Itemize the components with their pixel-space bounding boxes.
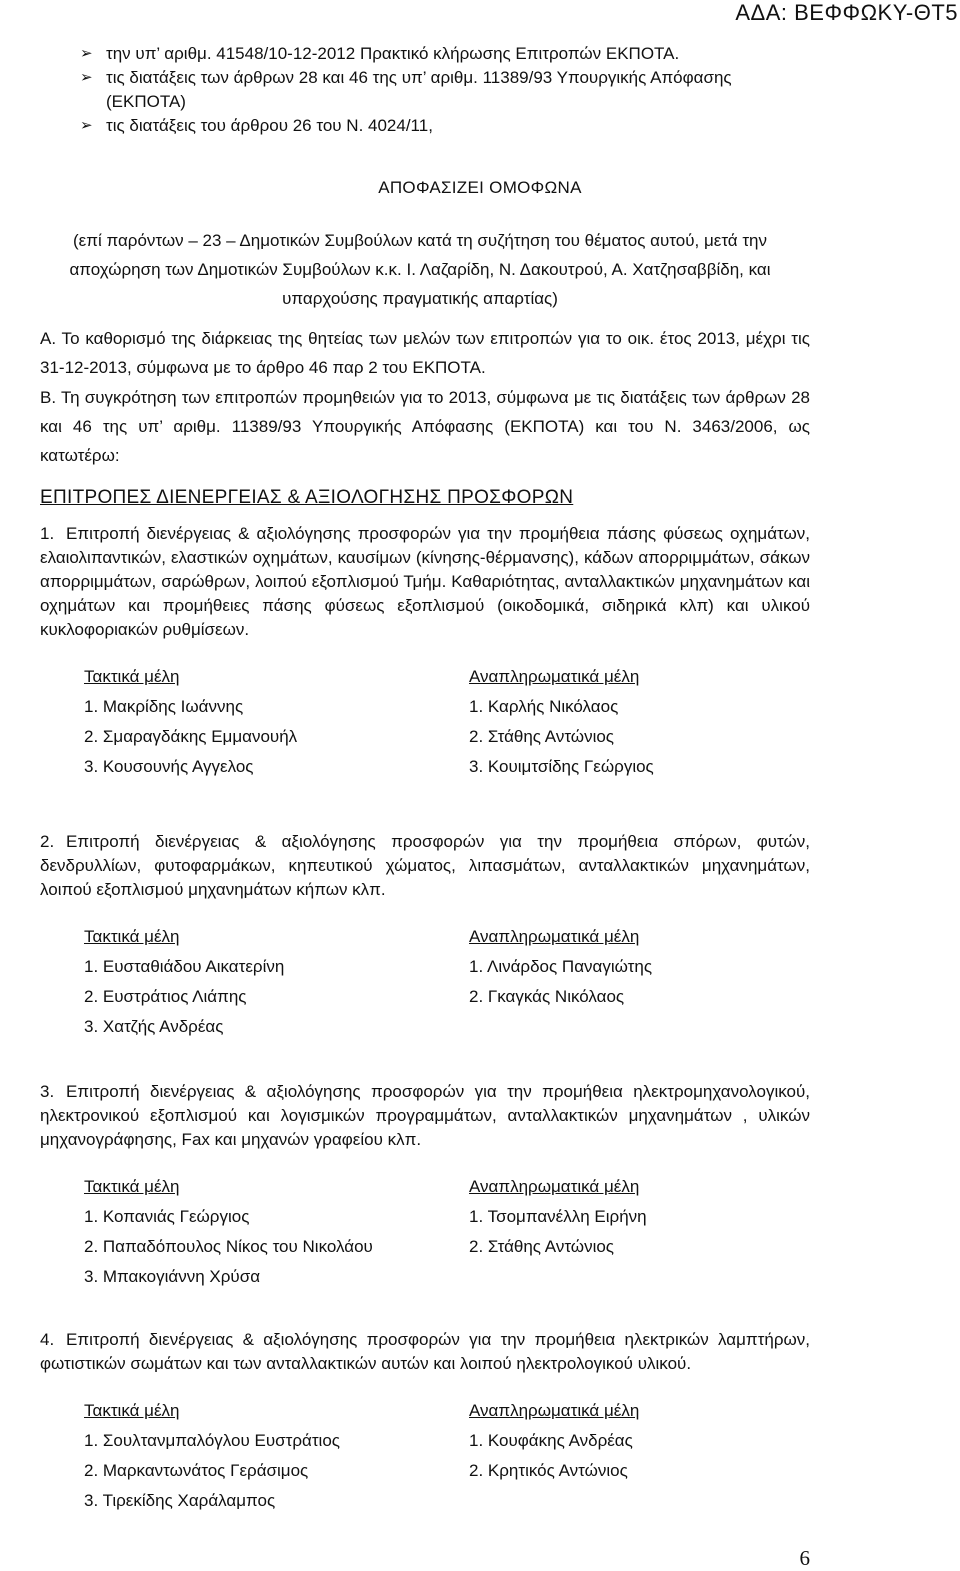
regular-member: 3. Τιρεκίδης Χαράλαμπος	[84, 1491, 276, 1510]
committee-number: 1.	[40, 524, 55, 543]
alternate-member: 2. Στάθης Αντώνιος	[469, 1237, 614, 1256]
member-row	[84, 692, 810, 722]
consideration-text: τις διατάξεις του άρθρου 26 του Ν. 4024/11,	[106, 116, 433, 135]
committee-number: 3.	[40, 1082, 55, 1101]
regular-member: 2. Σμαραγδάκης Εμμανουήλ	[84, 727, 298, 746]
alternate-members-label: Αναπληρωματικά μέλη	[469, 1177, 640, 1196]
member-row	[84, 1262, 810, 1292]
committee-text: Επιτροπή διενέργειας & αξιολόγησης προσφορών για την προμήθεια ηλεκτρικών λαμπτήρων, φωτιστικών σωμάτων και των ανταλλακτικών αυτών και λοιπού ηλεκτρολογικού υλικού.	[40, 1330, 810, 1373]
committee-2	[40, 830, 810, 1042]
committee-number: 2.	[40, 832, 55, 851]
presence-statement: (επί παρόντων – 23 – Δημοτικών Συμβούλων κατά τη συζήτηση του θέματος αυτού, μετά την αποχώρηση των Δημοτικών Συμβούλων κ.κ. Ι. Λαζαρίδη, Ν. Δακουτρού, Α. Χατζησαββίδη, και υπαρχούσης πραγματικής απαρτίας)	[69, 231, 771, 308]
decision-paragraph-b: Β. Τη συγκρότηση των επιτροπών προμηθειών για το 2013, σύμφωνα με τις διατάξεις των άρθρων 28 και 46 της υπ’ αριθμ. 11389/93 Υπουργικής Απόφασης (ΕΚΠΟΤΑ) και του Ν. 3463/2006, ως κατωτέρω:	[40, 388, 810, 465]
members-table	[84, 1396, 810, 1516]
regular-member: 2. Ευστράτιος Λιάπης	[84, 987, 247, 1006]
alternate-member: 1. Κουφάκης Ανδρέας	[469, 1431, 633, 1450]
consideration-item	[80, 66, 810, 114]
member-row	[84, 722, 810, 752]
committee-4	[40, 1328, 810, 1516]
committee-1	[40, 522, 810, 782]
regular-member: 3. Μπακογιάννη Χρύσα	[84, 1267, 261, 1286]
alternate-member: 3. Κουιμτσίδης Γεώργιος	[469, 757, 654, 776]
member-row	[84, 1232, 810, 1262]
regular-member: 2. Μαρκαντωνάτος Γεράσιμος	[84, 1461, 309, 1480]
ada-code: ΑΔΑ: ΒΕΦΦΩΚΥ-ΘΤ5	[735, 0, 958, 25]
committee-text: Επιτροπή διενέργειας & αξιολόγησης προσφορών για την προμήθεια σπόρων, φυτών, δενδρυλλίων, φυτοφαρμάκων, κηπευτικού χώματος, λιπασμάτων, ανταλλακτικών μηχανημάτων, λοιπού εξοπλισμού μηχανημάτων κήπων κλπ.	[40, 832, 810, 899]
regular-members-label: Τακτικά μέλη	[84, 927, 180, 946]
members-table	[84, 1172, 810, 1292]
members-table	[84, 662, 810, 782]
regular-member: 1. Μακρίδης Ιωάννης	[84, 697, 244, 716]
arrow-bullet-icon: ➢	[80, 69, 93, 86]
members-header-row	[84, 1172, 810, 1202]
committee-description	[40, 1328, 810, 1376]
consideration-item	[80, 114, 810, 138]
regular-member: 2. Παπαδόπουλος Νίκος του Νικολάου	[84, 1237, 373, 1256]
committee-description	[40, 522, 810, 642]
member-row	[84, 1486, 810, 1516]
alternate-member: 2. Γκαγκάς Νικόλαος	[469, 987, 625, 1006]
arrow-bullet-icon: ➢	[80, 45, 93, 62]
page-number: 6	[799, 1546, 810, 1570]
alternate-members-label: Αναπληρωματικά μέλη	[469, 927, 640, 946]
member-row	[84, 752, 810, 782]
members-header-row	[84, 662, 810, 692]
members-table	[84, 922, 810, 1042]
members-header-row	[84, 922, 810, 952]
alternate-member: 2. Κρητικός Αντώνιος	[469, 1461, 628, 1480]
decision-heading: ΑΠΟΦΑΣΙΖΕΙ ΟΜΟΦΩΝΑ	[378, 178, 582, 197]
regular-members-label: Τακτικά μέλη	[84, 1177, 180, 1196]
considerations-list	[80, 42, 810, 138]
regular-member: 1. Σουλτανμπαλόγλου Ευστράτιος	[84, 1431, 340, 1450]
member-row	[84, 1426, 810, 1456]
regular-member: 3. Κουσουνής Αγγελος	[84, 757, 254, 776]
decision-paragraph-a: Α. Το καθορισμό της διάρκειας της θητείας των μελών των επιτροπών για το οικ. έτος 2013, μέχρι τις 31-12-2013, σύμφωνα με το άρθρο 46 παρ 2 του ΕΚΠΟΤΑ.	[40, 329, 810, 377]
committee-text: Επιτροπή διενέργειας & αξιολόγησης προσφορών για την προμήθεια ηλεκτρομηχανολογικού, ηλεκτρονικού εξοπλισμού και λογισμικών προγραμμάτων, ανταλλακτικών μηχανημάτων , υλικών μηχανογράφησης, Fax και μηχανών γραφείου κλπ.	[40, 1082, 810, 1149]
regular-member: 3. Χατζής Ανδρέας	[84, 1017, 224, 1036]
alternate-member: 1. Καρλής Νικόλαος	[469, 697, 619, 716]
consideration-text: την υπ’ αριθμ. 41548/10-12-2012 Πρακτικό κλήρωσης Επιτροπών ΕΚΠΟΤΑ.	[106, 44, 680, 63]
alternate-member	[469, 1012, 809, 1042]
regular-member: 1. Κοπανιάς Γεώργιος	[84, 1207, 250, 1226]
alternate-member: 1. Τσομπανέλλη Ειρήνη	[469, 1207, 647, 1226]
member-row	[84, 1456, 810, 1486]
member-row	[84, 1012, 810, 1042]
alternate-member	[469, 1262, 809, 1292]
member-row	[84, 952, 810, 982]
regular-members-label: Τακτικά μέλη	[84, 1401, 180, 1420]
committee-text: Επιτροπή διενέργειας & αξιολόγησης προσφορών για την προμήθεια πάσης φύσεως οχημάτων, ελαιολιπαντικών, ελαστικών οχημάτων, καυσίμων (κίνησης-θέρμανσης), κάδων απορριμμάτων, σάκων απορριμμάτων, σαρώθρων, λοιπού εξοπλισμού Τμήμ. Καθαριότητας, ανταλλακτικών μηχανημάτων και οχημάτων και προμήθειες πάσης φύσεως εξοπλισμού (οικοδομικά, σιδηρικά κλπ) και υλικού κυκλοφοριακών ρυθμίσεων.	[40, 524, 810, 639]
member-row	[84, 982, 810, 1012]
alternate-member: 2. Στάθης Αντώνιος	[469, 727, 614, 746]
consideration-item	[80, 42, 810, 66]
committee-description	[40, 830, 810, 902]
committee-3	[40, 1080, 810, 1292]
committee-description	[40, 1080, 810, 1152]
consideration-text: τις διατάξεις των άρθρων 28 και 46 της υπ’ αριθμ. 11389/93 Υπουργικής Απόφασης (ΕΚΠΟΤΑ)	[106, 68, 732, 111]
section-title: ΕΠΙΤΡΟΠΕΣ ΔΙΕΝΕΡΓΕΙΑΣ & ΑΞΙΟΛΟΓΗΣΗΣ ΠΡΟΣΦΟΡΩΝ	[40, 487, 574, 508]
member-row	[84, 1202, 810, 1232]
members-header-row	[84, 1396, 810, 1426]
committee-number: 4.	[40, 1330, 55, 1349]
regular-member: 1. Ευσταθιάδου Αικατερίνη	[84, 957, 285, 976]
arrow-bullet-icon: ➢	[80, 117, 93, 134]
alternate-members-label: Αναπληρωματικά μέλη	[469, 1401, 640, 1420]
alternate-member	[469, 1486, 809, 1516]
alternate-member: 1. Λινάρδος Παναγιώτης	[469, 957, 653, 976]
alternate-members-label: Αναπληρωματικά μέλη	[469, 667, 640, 686]
regular-members-label: Τακτικά μέλη	[84, 667, 180, 686]
